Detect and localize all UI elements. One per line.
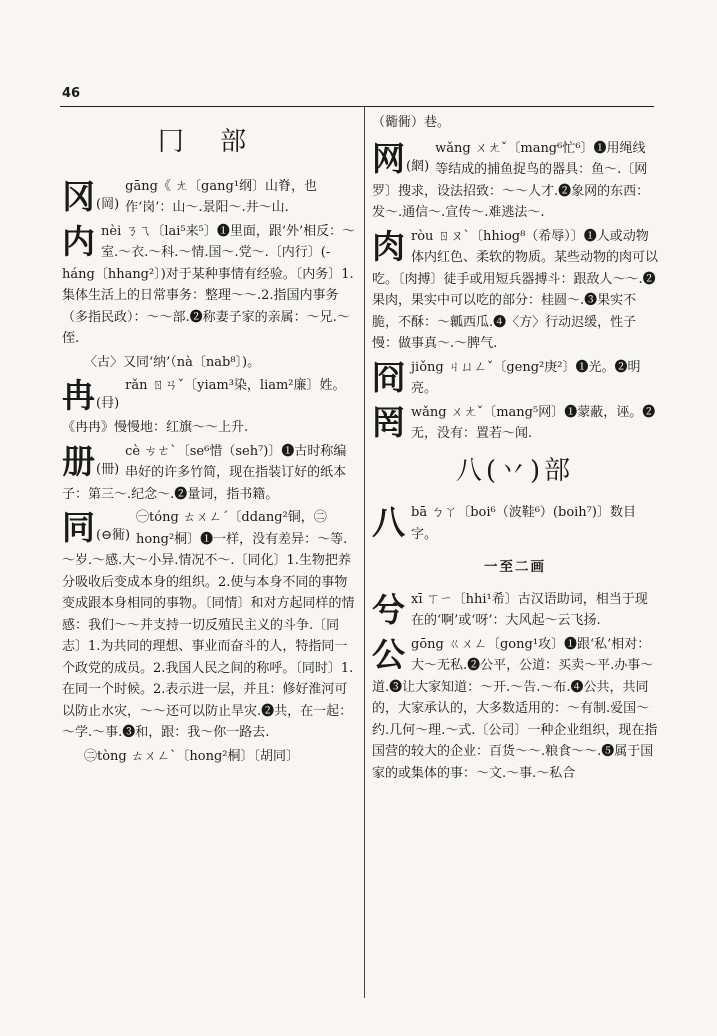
definition-text: gōng ㄍㄨㄥ〔gong¹攻〕❶跟‘私’相对：大～无私.❷公平，公道：买卖～平.办事～道.❸让大家知道：～开.～告.～布.❹公共，共同的，大家承认的，大多数适用的：～有制.爱国～约.几何～理.～式.〔公司〕一种企业组织，现在指国营的较大的企业：百货～～.粮食～～.❺属于国家的或集体的事：～文.～事.～私合 (372, 636, 658, 781)
dictionary-entry (62, 417, 356, 439)
subsection-title: 一至二画 (484, 559, 546, 575)
headword (62, 223, 95, 261)
header-rule (60, 106, 654, 107)
definition-text: nèi ㄋㄟ〔lai⁵来⁵〕❶里面，跟‘外’相反：～室.～衣.～科.～情.国～.党～.〔内行〕(-háng〔hhang²〕)对于某种事情有经验。〔内务〕1.集体生活上的日常事务：整理～～.2.指国内事务（多指民政）：～～部.❷称妻子家的亲属：～兄.～侄. (62, 223, 356, 346)
headword (372, 591, 405, 629)
headword (372, 359, 405, 397)
headword-character: 同 (62, 508, 95, 547)
definition-text: ㊀tóng ㄊㄨㄥˊ〔ddang²铜，㊁hong²桐〕❶一样，没有差异：～等.～岁.～感.大～小异.情况不～.〔同化〕1.生物把养分吸收后变成本身的组织。2.使与本身不同的事物变成跟本身相同的事物。〔同情〕和对方起同样的情感：我们～～并支持一切反殖民主义的斗争.〔同志〕1.为共同的理想、事业而奋斗的人，特指同一个政党的成员。2.我国人民之间的称呼。〔同时〕1.在同一个时候。2.表示进一层，并且：修好淮河可以防止水灾，～～还可以防止旱灾.❷共，在一起：～学.～事.❸和，跟：我～你一路去. (62, 510, 355, 740)
definition-text: jiǒng ㄐㄩㄥˇ〔geng²庚²〕❶光。❷明亮。 (411, 359, 641, 396)
headword-character: 网 (372, 138, 405, 178)
page-number: 46 (62, 86, 81, 101)
continuation-text: （衚衕）巷。 (372, 115, 451, 130)
definition-text: rǎn ㄖㄢˇ〔yiam³染，liam²廉〕姓。 (125, 378, 346, 393)
headword (62, 178, 119, 216)
headword-variant: (岡) (96, 196, 120, 212)
headword (372, 636, 405, 674)
headword-variant: (冄) (96, 396, 120, 411)
headword-character: 冉 (62, 376, 95, 415)
headword (62, 377, 119, 415)
entry-list (372, 138, 658, 445)
entry-list (62, 176, 356, 768)
dictionary-entry (62, 507, 356, 744)
definition-text: wǎng ㄨㄤˇ〔mang⁵网〕❶蒙蔽，诬。❷无，没有：置若～闻. (411, 404, 656, 441)
dictionary-entry (372, 226, 658, 355)
dictionary-entry (62, 221, 356, 350)
dictionary-entry (62, 441, 356, 506)
headword-character: 冏 (372, 357, 405, 397)
headword-character: 册 (62, 441, 95, 481)
headword-variant: (網) (406, 158, 430, 174)
right-column (372, 112, 658, 786)
headword-variant: (冊) (96, 461, 120, 477)
dictionary-entry (372, 589, 658, 632)
dictionary-entry (62, 352, 356, 374)
headword-character: 冈 (62, 176, 95, 216)
column-divider (364, 106, 365, 998)
definition-text: bā ㄅㄚ〔boi⁶（波鞋⁶）(boih⁷)〕数目字。 (411, 505, 636, 542)
dictionary-entry (372, 402, 658, 445)
headword (372, 404, 405, 442)
dictionary-entry (372, 502, 658, 545)
dictionary-entry (372, 138, 658, 224)
definition-text: wǎng ㄨㄤˇ〔mang⁶忙⁶〕❶用绳线等结成的捕鱼捉鸟的器具：鱼～.〔网罗〕搜求，设法招致：～～人才.❷象网的东西：发～.通信～.宣传～.难逃法～. (372, 140, 650, 220)
headword (372, 140, 429, 178)
section-title: 八(丷)部 (455, 455, 575, 486)
headword (62, 443, 119, 481)
dictionary-entry (62, 375, 356, 415)
headword-character: 兮 (372, 589, 405, 629)
headword-character: 内 (62, 221, 95, 261)
headword-character: 公 (372, 634, 405, 674)
entry-list (372, 589, 658, 785)
headword (62, 509, 130, 547)
definition-text: 〈古〉又同‘纳’（nà〔nab⁸〕)。 (84, 354, 261, 370)
section-title: 冂 部 (157, 127, 261, 157)
headword (372, 504, 405, 542)
definition-text: gāng《 ㄤ〔gang¹纲〕山脊，也作‘岗’：山～.景阳～.井～山. (125, 178, 318, 215)
headword-character: 八 (372, 503, 405, 542)
definition-text: xī ㄒㄧ〔hhi¹希〕古汉语助词，相当于现在的‘啊’或‘呀’：大风起～云飞扬. (411, 591, 648, 628)
headword (372, 228, 405, 266)
left-column (62, 112, 356, 769)
dictionary-entry (372, 634, 658, 785)
entry-list (372, 502, 658, 545)
dictionary-entry (62, 746, 356, 768)
headword-variant: (⊖衕) (96, 528, 131, 543)
definition-text: ㊁tòng ㄊㄨㄥˋ〔hong²桐〕〔胡同〕 (84, 748, 299, 764)
dictionary-entry (372, 357, 658, 400)
headword-character: 罔 (372, 402, 405, 442)
definition-text: cè ㄘㄜˋ〔se⁶惜（seh⁷)〕❶古时称编串好的许多竹简，现在指装订好的纸本子：第三～.纪念～.❷量词，指书籍。 (62, 443, 347, 502)
headword-character: 肉 (372, 226, 405, 266)
definition-text: 《冉冉》慢慢地：红旗～～上升. (62, 420, 249, 435)
dictionary-entry (62, 176, 356, 219)
definition-text: ròu ㄖㄡˋ〔hhiog⁸（希辱）〕❶人或动物体内红色、柔软的物质。某些动物的肉可以吃。〔肉搏〕徒手或用短兵器搏斗：跟敌人～～.❷果肉，果实中可以吃的部分：桂圆～.❸果实不脆，不酥：～瓤西瓜.❹〈方〉行动迟缓，性子慢：做事真～.～脾气. (372, 228, 659, 351)
